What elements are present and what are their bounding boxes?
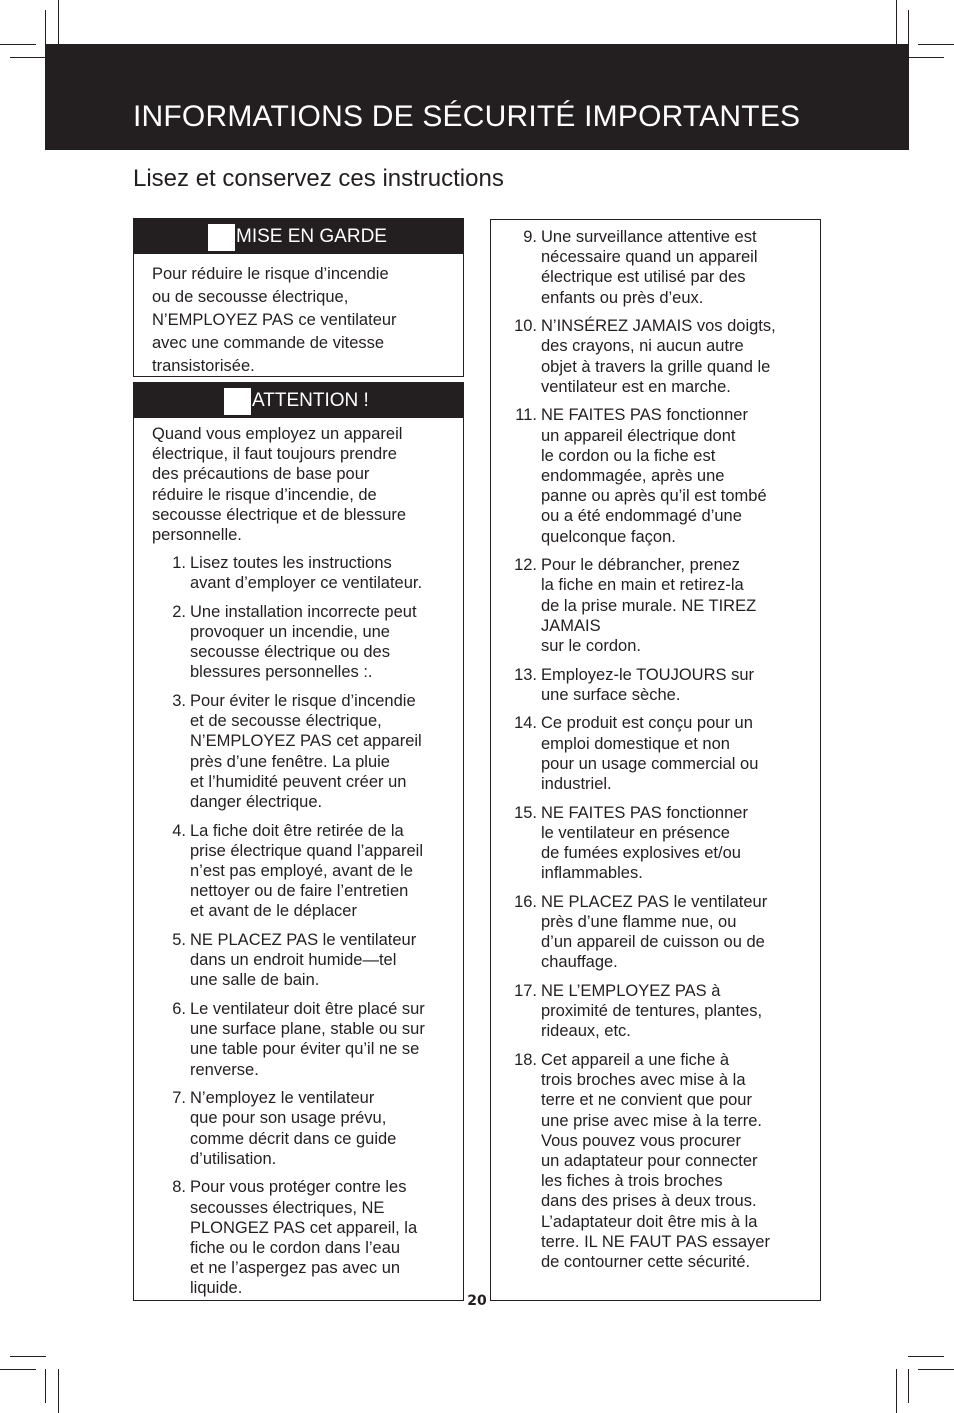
list-item: [507, 892, 776, 973]
text-line: réduire le risque d’incendie, de: [152, 485, 377, 504]
text-line: chauffage.: [541, 953, 618, 972]
page-subtitle: Lisez et conservez ces instructions: [133, 165, 504, 192]
text-line: enfants ou près d’eux.: [541, 288, 704, 307]
list-item-number: 9.: [523, 228, 537, 246]
list-item-text: [541, 1050, 776, 1272]
text-line: Une installation incorrecte peut: [190, 602, 417, 621]
text-line: panne ou après qu’il est tombé: [541, 487, 767, 506]
list-item-number: 13.: [514, 665, 537, 684]
text-line: Une surveillance attentive est: [541, 228, 757, 246]
text-line: secousse électrique et de blessure: [152, 505, 407, 524]
text-line: trois broches avec mise à la: [541, 1071, 746, 1090]
page-title: INFORMATIONS DE SÉCURITÉ IMPORTANTES: [133, 100, 801, 133]
text-line: le cordon ou la fiche est: [541, 446, 716, 465]
text-line: le ventilateur en présence: [541, 823, 730, 842]
warning-symbol-icon: [208, 224, 235, 251]
caution-symbol-icon: [224, 388, 251, 415]
text-line: des précautions de base pour: [152, 465, 370, 484]
text-line: N’INSÉREZ JAMAIS vos doigts,: [541, 317, 776, 336]
text-line: Lisez toutes les instructions: [190, 554, 392, 572]
list-item-number: 7.: [172, 1089, 186, 1108]
text-line: inflammables.: [541, 864, 643, 883]
text-line: proximité de tentures, plantes,: [541, 1002, 763, 1021]
list-item-text: [541, 803, 776, 884]
list-item: [507, 665, 776, 705]
caution-intro-text: [152, 424, 406, 545]
text-line: de contourner cette sécurité.: [541, 1253, 751, 1272]
list-item-number: 8.: [172, 1178, 186, 1197]
list-item-text: [541, 981, 776, 1042]
text-line: industriel.: [541, 775, 612, 794]
text-line: dans un endroit humide—tel: [190, 951, 397, 970]
list-item-number: 18.: [514, 1051, 537, 1070]
text-line: avec une commande de vitesse: [152, 334, 385, 352]
text-line: de la prise murale. NE TIREZ: [541, 596, 757, 615]
list-item: [507, 1050, 776, 1272]
text-line: sur le cordon.: [541, 637, 641, 656]
text-line: nécessaire quand un appareil: [541, 248, 758, 267]
text-line: N’EMPLOYEZ PAS cet appareil: [190, 732, 422, 751]
text-line: Pour vous protéger contre les: [190, 1178, 407, 1197]
text-line: n’est pas employé, avant de le: [190, 862, 413, 881]
caution-box-heading: ATTENTION !: [252, 390, 369, 411]
list-item: [156, 930, 425, 991]
list-item-text: [190, 1088, 425, 1169]
text-line: NE L’EMPLOYEZ PAS à: [541, 982, 721, 1001]
text-line: renverse.: [190, 1060, 259, 1079]
list-item: [507, 981, 776, 1042]
list-item-number: 3.: [172, 692, 186, 710]
text-line: une salle de bain.: [190, 971, 320, 990]
text-line: et l’humidité peuvent créer un: [190, 772, 407, 791]
text-line: terre et ne convient que pour: [541, 1091, 752, 1110]
text-line: ou de secousse électrique,: [152, 288, 349, 306]
text-line: objet à travers la grille quand le: [541, 357, 771, 376]
text-line: N’EMPLOYEZ PAS ce ventilateur: [152, 311, 397, 329]
text-line: près d’une flamme nue, ou: [541, 913, 737, 932]
text-line: électrique est utilisé par des: [541, 268, 746, 287]
list-item-number: 14.: [514, 714, 537, 733]
list-item-text: [190, 553, 425, 593]
text-line: Vous pouvez vous procurer: [541, 1131, 741, 1150]
page-number: 20: [467, 1293, 487, 1309]
list-item: [507, 555, 776, 656]
text-line: dans des prises à deux trous.: [541, 1192, 757, 1211]
text-line: L’adaptateur doit être mis à la: [541, 1212, 758, 1231]
list-item-text: [541, 713, 776, 794]
title-banner: [45, 44, 909, 150]
text-line: et ne l’aspergez pas avec un: [190, 1259, 401, 1278]
list-item-text: [541, 555, 776, 656]
caution-box: [133, 382, 464, 1301]
text-line: électrique, il faut toujours prendre: [152, 445, 397, 464]
text-line: personnelle.: [152, 526, 242, 545]
text-line: emploi domestique et non: [541, 734, 730, 753]
text-line: JAMAIS: [541, 616, 601, 635]
text-line: endommagée, après une: [541, 467, 725, 486]
text-line: Pour éviter le risque d’incendie: [190, 692, 416, 710]
text-line: Cet appareil a une fiche à: [541, 1051, 730, 1070]
list-item: [507, 227, 776, 308]
text-line: pour un usage commercial ou: [541, 754, 759, 773]
list-item-text: [541, 892, 776, 973]
text-line: Pour réduire le risque d’incendie: [152, 265, 389, 283]
text-line: près d’une fenêtre. La pluie: [190, 752, 390, 771]
list-item-number: 4.: [172, 821, 186, 840]
text-line: NE FAITES PAS fonctionner: [541, 803, 748, 822]
list-item-number: 12.: [514, 556, 537, 575]
list-item-number: 17.: [514, 982, 537, 1001]
list-item-number: 1.: [172, 554, 186, 572]
text-line: PLONGEZ PAS cet appareil, la: [190, 1218, 418, 1237]
text-line: la fiche en main et retirez-la: [541, 576, 744, 595]
text-line: une surface plane, stable ou sur: [190, 1020, 425, 1039]
text-line: rideaux, etc.: [541, 1022, 631, 1041]
list-item-text: [190, 602, 425, 683]
text-line: NE PLACEZ PAS le ventilateur: [541, 892, 768, 911]
text-line: nettoyer ou de faire l’entretien: [190, 882, 409, 901]
caution-list: [156, 553, 425, 1307]
text-line: Employez-le TOUJOURS sur: [541, 665, 755, 684]
text-line: quelconque façon.: [541, 527, 676, 546]
text-line: provoquer un incendie, une: [190, 623, 390, 641]
text-line: une surface sèche.: [541, 685, 681, 704]
text-line: ou a été endommagé d’une: [541, 507, 742, 526]
list-item: [156, 1088, 425, 1169]
list-item: [156, 553, 425, 593]
list-item-number: 6.: [172, 1000, 186, 1019]
warning-box: [133, 218, 464, 377]
list-item-text: [190, 999, 425, 1080]
text-line: des crayons, ni aucun autre: [541, 337, 744, 356]
list-item-text: [190, 930, 425, 991]
list-item-text: [541, 227, 776, 308]
text-line: d’un appareil de cuisson ou de: [541, 933, 765, 952]
list-item: [156, 602, 425, 683]
list-item-number: 16.: [514, 892, 537, 911]
warning-box-heading: MISE EN GARDE: [236, 226, 387, 247]
text-line: secousse électrique ou des: [190, 643, 390, 662]
text-line: de fumées explosives et/ou: [541, 844, 741, 863]
text-line: N’employez le ventilateur: [190, 1089, 375, 1108]
list-item-text: [190, 821, 425, 922]
text-line: terre. IL NE FAUT PAS essayer: [541, 1232, 770, 1251]
list-item-text: [190, 1177, 425, 1298]
text-line: ventilateur est en marche.: [541, 377, 731, 396]
list-item: [156, 999, 425, 1080]
list-item: [507, 405, 776, 546]
text-line: un appareil électrique dont: [541, 426, 736, 445]
text-line: Quand vous employez un appareil: [152, 425, 403, 443]
text-line: La fiche doit être retirée de la: [190, 821, 404, 840]
text-line: NE PLACEZ PAS le ventilateur: [190, 931, 417, 950]
text-line: fiche ou le cordon dans l’eau: [190, 1239, 401, 1258]
text-line: Le ventilateur doit être placé sur: [190, 1000, 425, 1019]
text-line: liquide.: [190, 1279, 243, 1298]
text-line: et avant de le déplacer: [190, 902, 357, 921]
list-item-text: [541, 665, 776, 705]
text-line: un adaptateur pour connecter: [541, 1152, 758, 1171]
text-line: Ce produit est conçu pour un: [541, 714, 753, 733]
text-line: secousses électriques, NE: [190, 1198, 385, 1217]
list-item: [507, 713, 776, 794]
text-line: avant d’employer ce ventilateur.: [190, 574, 423, 593]
list-item: [507, 316, 776, 397]
text-line: danger électrique.: [190, 793, 323, 812]
list-item-text: [541, 316, 776, 397]
instructions-box: [490, 219, 821, 1301]
list-item: [156, 691, 425, 812]
text-line: une table pour éviter qu’il ne se: [190, 1040, 420, 1059]
text-line: les fiches à trois broches: [541, 1172, 723, 1191]
text-line: Pour le débrancher, prenez: [541, 556, 741, 575]
text-line: que pour son usage prévu,: [190, 1109, 387, 1128]
text-line: blessures personnelles :.: [190, 663, 373, 682]
list-item-text: [541, 405, 776, 546]
warning-box-header: [134, 219, 463, 254]
instructions-list: [507, 227, 776, 1281]
list-item-number: 11.: [515, 406, 537, 425]
list-item-number: 5.: [172, 931, 186, 950]
text-line: et de secousse électrique,: [190, 712, 382, 731]
list-item-number: 15.: [514, 803, 537, 822]
list-item-number: 10.: [514, 317, 537, 336]
text-line: transistorisée.: [152, 357, 255, 375]
warning-box-text: [152, 263, 397, 378]
list-item-text: [190, 691, 425, 812]
text-line: une prise avec mise à la terre.: [541, 1111, 763, 1130]
text-line: d’utilisation.: [190, 1149, 277, 1168]
list-item: [507, 803, 776, 884]
text-line: prise électrique quand l’appareil: [190, 841, 423, 860]
list-item-number: 2.: [172, 602, 186, 621]
text-line: comme décrit dans ce guide: [190, 1129, 397, 1148]
list-item: [156, 821, 425, 922]
text-line: NE FAITES PAS fonctionner: [541, 406, 748, 425]
list-item: [156, 1177, 425, 1298]
caution-box-header: [134, 383, 463, 418]
